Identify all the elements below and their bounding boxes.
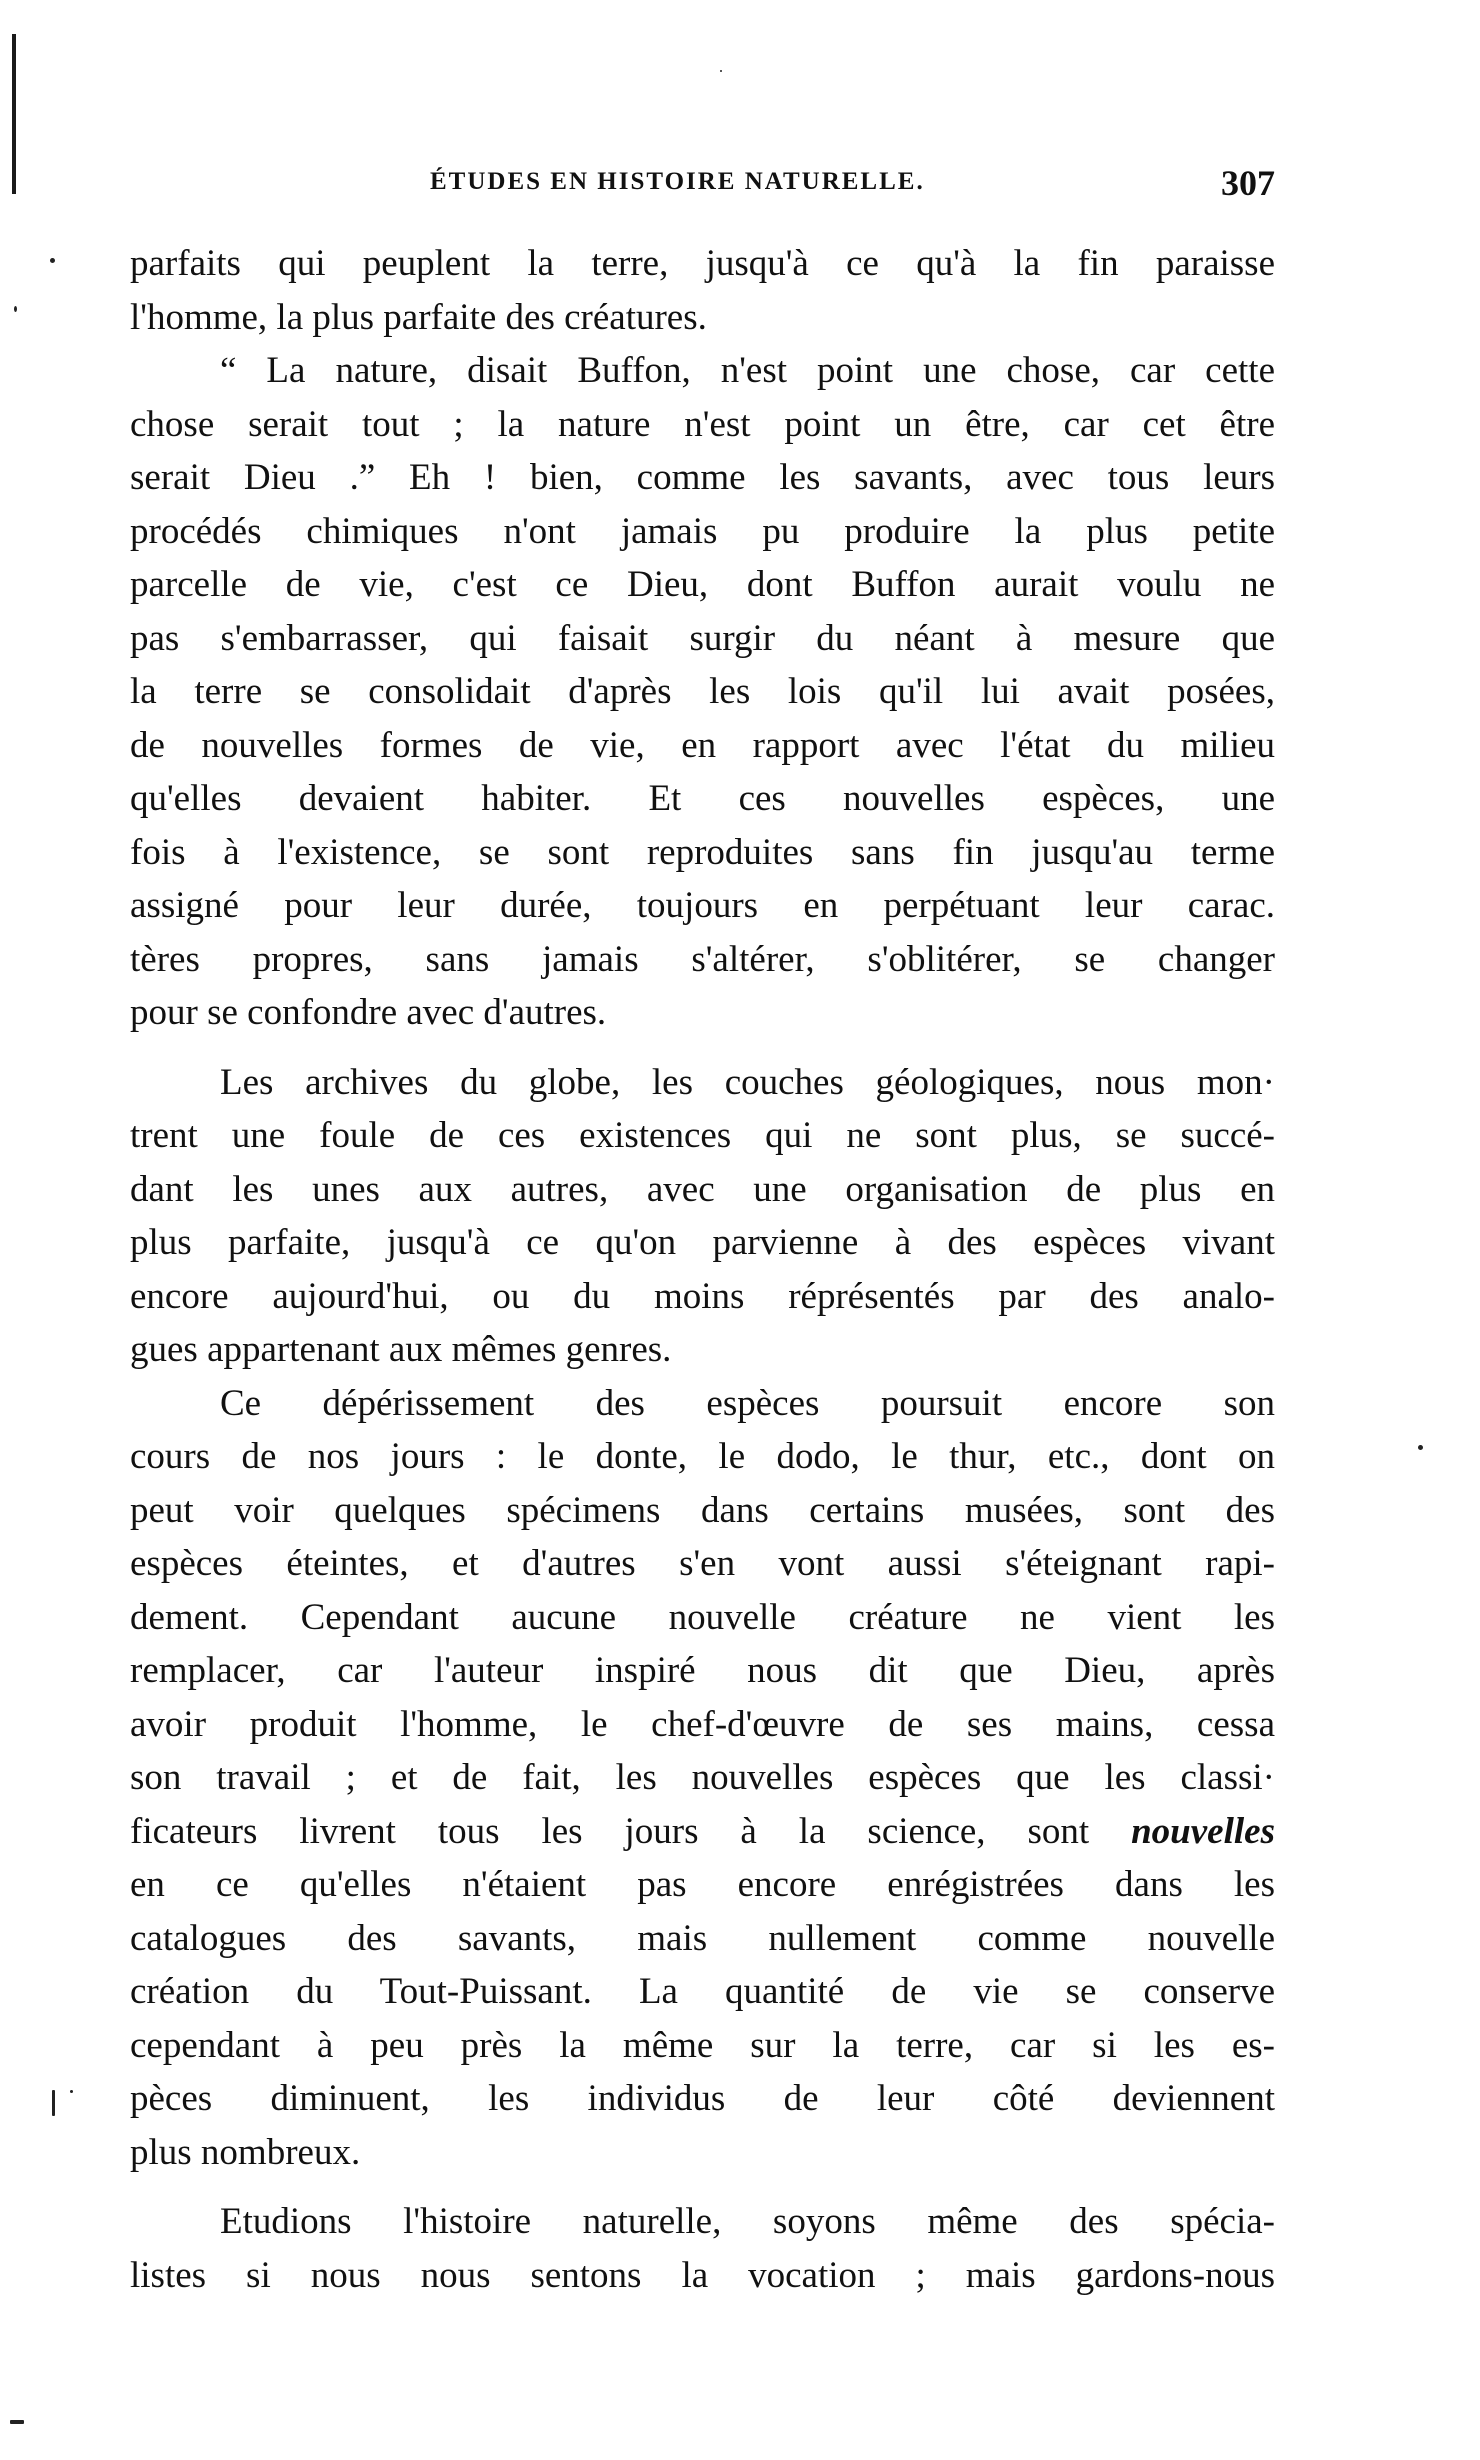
text-line: Les archives du globe, les couches géologiques, nous mon· (220, 1061, 1275, 1103)
text-line: plus nombreux. (130, 2131, 361, 2173)
margin-rule (12, 34, 16, 194)
text-line: assigné pour leur durée, toujours en perpétuant leur carac. (130, 885, 1275, 926)
text-line: cependant à peu près la même sur la terre, car si les es- (130, 2024, 1275, 2066)
text-line: pour se confondre avec d'autres. (130, 992, 607, 1033)
print-speck (10, 2420, 24, 2424)
text-line: qu'elles devaient habiter. Et ces nouvelles espèces, une (130, 778, 1275, 819)
print-speck (14, 306, 17, 312)
text-line: parfaits qui peuplent la terre, jusqu'à ce qu'à la fin paraisse (130, 243, 1275, 284)
print-speck (70, 2090, 73, 2093)
text-line: serait Dieu .” Eh ! bien, comme les savants, avec tous leurs (130, 457, 1275, 498)
text-line: procédés chimiques n'ont jamais pu produire la plus petite (130, 510, 1275, 552)
text-line: la terre se consolidait d'après les lois qu'il lui avait posées, (130, 671, 1275, 712)
page-number: 307 (1221, 163, 1275, 203)
text-line: son travail ; et de fait, les nouvelles espèces que les classi· (130, 1757, 1275, 1798)
text-line-start: ficateurs livrent tous les jours à la science, sont (130, 1810, 1132, 1852)
text-line: en ce qu'elles n'étaient pas encore enrégistrées dans les (130, 1864, 1275, 1905)
print-speck (52, 2090, 55, 2116)
text-line: plus parfaite, jusqu'à ce qu'on parvienne à des espèces vivant (130, 1222, 1275, 1263)
text-line: tères propres, sans jamais s'altérer, s'oblitérer, se changer (130, 938, 1275, 980)
text-line: gues appartenant aux mêmes genres. (130, 1329, 672, 1370)
text-line: pas s'embarrasser, qui faisait surgir du néant à mesure que (130, 617, 1275, 659)
text-line: catalogues des savants, mais nullement comme nouvelle (130, 1917, 1275, 1959)
text-line: peut voir quelques spécimens dans certains musées, sont des (130, 1489, 1275, 1531)
body-text (130, 237, 1275, 2302)
text-line: “ La nature, disait Buffon, n'est point une chose, car cette (220, 350, 1275, 391)
text-line: Etudions l'histoire naturelle, soyons même des spécia- (220, 2201, 1275, 2242)
text-line: dant les unes aux autres, avec une organisation de plus en (130, 1168, 1275, 1210)
running-title: ÉTUDES EN HISTOIRE NATURELLE. (430, 168, 925, 195)
text-line: cours de nos jours : le donte, le dodo, le thur, etc., dont on (130, 1436, 1275, 1477)
text-line: chose serait tout ; la nature n'est point un être, car cet être (130, 403, 1275, 445)
running-head (130, 163, 1275, 208)
print-speck (50, 258, 55, 263)
text-line: avoir produit l'homme, le chef-d'œuvre de ses mains, cessa (130, 1703, 1275, 1745)
text-line: Ce dépérissement des espèces poursuit encore son (220, 1382, 1275, 1424)
text-line: création du Tout-Puissant. La quantité de vie se conserve (130, 1971, 1275, 2012)
text-line (130, 1805, 1275, 1859)
text-line: encore aujourd'hui, ou du moins réprésentés par des analo- (130, 1275, 1275, 1317)
text-line: remplacer, car l'auteur inspiré nous dit que Dieu, après (130, 1650, 1275, 1691)
text-line: espèces éteintes, et d'autres s'en vont aussi s'éteignant rapi- (130, 1543, 1275, 1584)
text-line: dement. Cependant aucune nouvelle créature ne vient les (130, 1596, 1275, 1638)
print-speck (1418, 1445, 1423, 1450)
text-line: parcelle de vie, c'est ce Dieu, dont Buffon aurait voulu ne (130, 564, 1275, 605)
text-line: de nouvelles formes de vie, en rapport avec l'état du milieu (130, 724, 1275, 766)
text-line: trent une foule de ces existences qui ne sont plus, se succé- (130, 1115, 1275, 1156)
text-line: listes si nous nous sentons la vocation ; mais gardons-nous (130, 2254, 1275, 2296)
text-line: pèces diminuent, les individus de leur côté deviennent (130, 2078, 1275, 2119)
text-line: l'homme, la plus parfaite des créatures. (130, 296, 707, 338)
paragraph-gap (130, 2179, 1275, 2195)
emphasized-word: nouvelles (1131, 1810, 1275, 1852)
text-line: fois à l'existence, se sont reproduites sans fin jusqu'au terme (130, 831, 1275, 873)
paragraph-gap (130, 1040, 1275, 1056)
print-speck (720, 70, 722, 72)
